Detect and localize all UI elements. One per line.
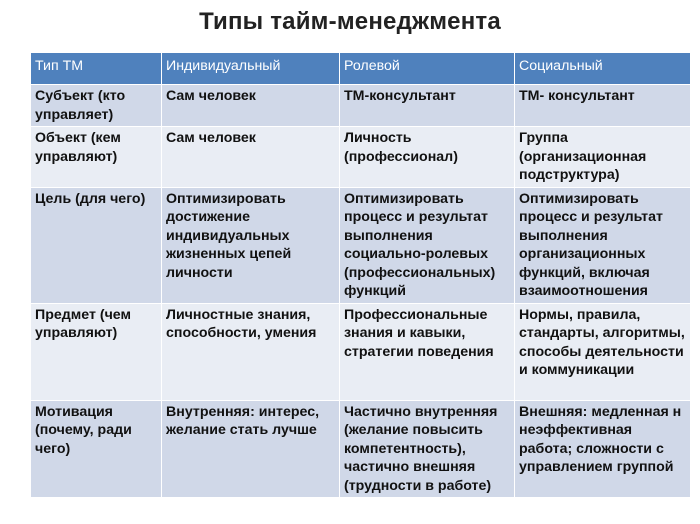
row-label-subject: Субъект (кто управляет) bbox=[31, 85, 162, 127]
header-type: Тип ТМ bbox=[31, 53, 162, 85]
header-role: Ролевой bbox=[340, 53, 515, 85]
table-cell: Группа (организационная подструктура) bbox=[515, 127, 691, 188]
table-row bbox=[31, 303, 691, 400]
table-row bbox=[31, 127, 691, 188]
table-cell: Сам человек bbox=[162, 127, 340, 188]
table-row bbox=[31, 187, 691, 303]
table-cell: ТМ-консультант bbox=[340, 85, 515, 127]
table-cell: Личностные знания, способности, умения bbox=[162, 303, 340, 400]
table-cell: Нормы, правила, стандарты, алгоритмы, способы деятельности и коммуникации bbox=[515, 303, 691, 400]
table-cell: Профессиональные знания и кавыки, стратегии поведения bbox=[340, 303, 515, 400]
tm-types-table bbox=[30, 52, 691, 498]
row-label-object: Объект (кем управляют) bbox=[31, 127, 162, 188]
row-label-subject-matter: Предмет (чем управляют) bbox=[31, 303, 162, 400]
table-cell: Внутренняя: интерес, желание стать лучше bbox=[162, 400, 340, 498]
table-cell: Оптимизировать достижение индивидуальных жизненных цепей личности bbox=[162, 187, 340, 303]
table-cell: Оптимизировать процесс и результат выполнения организационных функций, включая взаимоотношения bbox=[515, 187, 691, 303]
table-cell: Внешняя: медленная н неэффективная работа; сложности с управлением группой bbox=[515, 400, 691, 498]
table-cell: Частично внутренняя (желание повысить компетентность), частично внешняя (трудности в работе) bbox=[340, 400, 515, 498]
table-cell: Оптимизировать процесс и результат выполнения социально-ролевых (профессиональных) функций bbox=[340, 187, 515, 303]
table-cell: Сам человек bbox=[162, 85, 340, 127]
header-individual: Индивидуальный bbox=[162, 53, 340, 85]
table-cell: Личность (профессионал) bbox=[340, 127, 515, 188]
header-social: Социальный bbox=[515, 53, 691, 85]
table-cell: ТМ- консультант bbox=[515, 85, 691, 127]
table-header-row bbox=[31, 53, 691, 85]
table-row bbox=[31, 400, 691, 498]
row-label-goal: Цель (для чего) bbox=[31, 187, 162, 303]
page-title: Типы тайм-менеджмента bbox=[199, 8, 501, 35]
row-label-motivation: Мотивация (почему, ради чего) bbox=[31, 400, 162, 498]
table-row bbox=[31, 85, 691, 127]
